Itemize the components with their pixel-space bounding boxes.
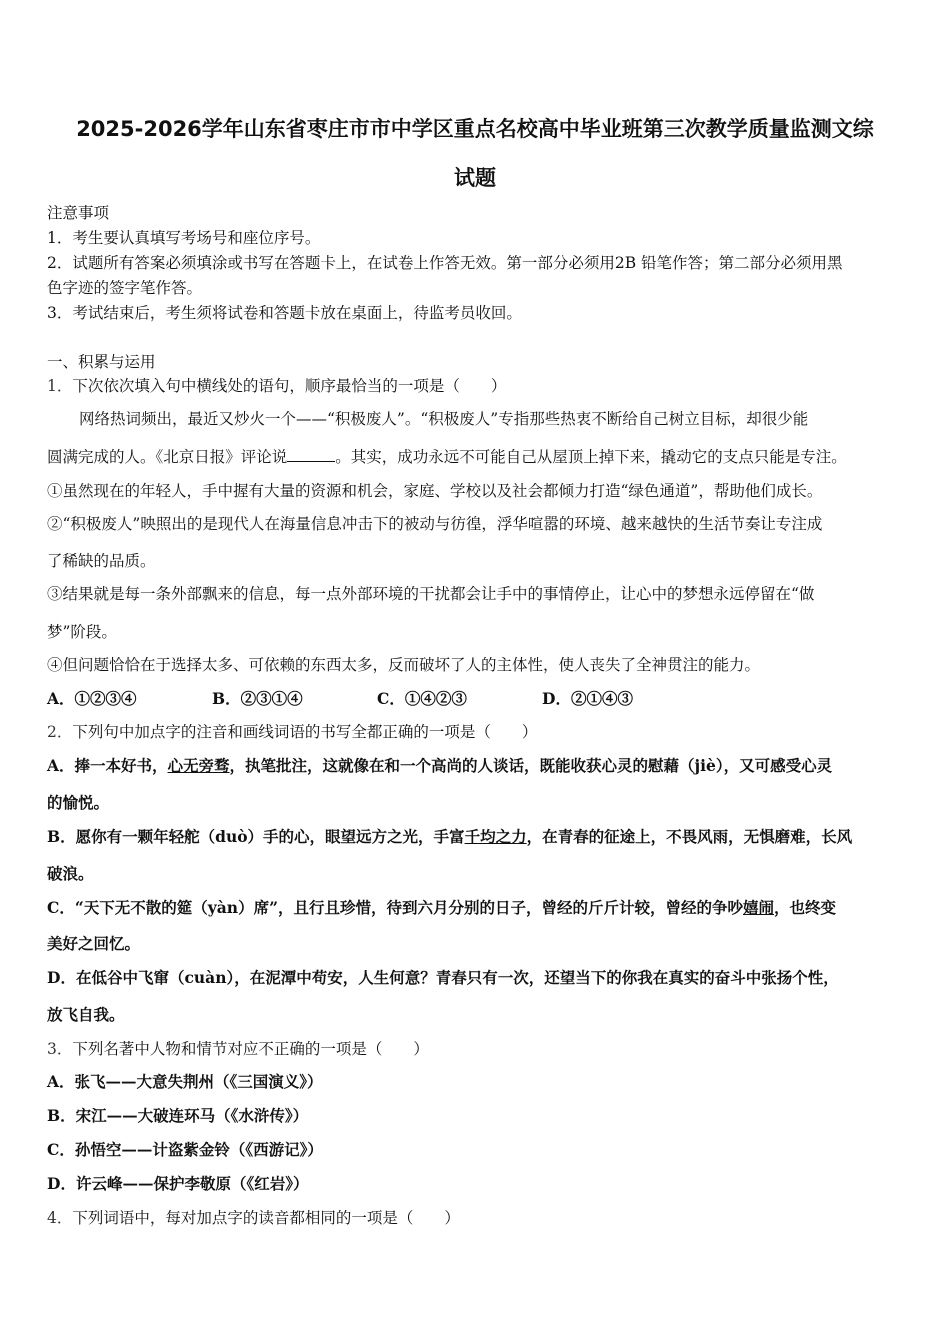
page-title-cont: 试题	[454, 166, 496, 190]
question-number: 3．	[47, 1040, 73, 1058]
option-c[interactable]: C．孙悟空——计盗紫金铃（《西游记》）	[47, 1140, 323, 1159]
option-c[interactable]: C．“天下无不散的筵（yàn）席”，且行且珍惜，待到六月分别的日子，曾经的斤斤计较，曾经的争吵嬉闹，也终变	[47, 898, 837, 917]
option-b[interactable]: B．宋江——大破连环马（《水浒传》）	[47, 1106, 309, 1125]
sentence-3: ③结果就是每一条外部飘来的信息，每一点外部环境的干扰都会让手中的事情停止，让心中的梦想永远停留在“做	[47, 585, 815, 603]
option-c[interactable]: C．①④②③	[377, 689, 467, 708]
question-1-options	[47, 689, 907, 709]
question-1-passage-cont: 圆满完成的人。《北京日报》评论说 。其实，成功永远不可能自己从屋顶上掉下来，撬动它的支点只能是专注。	[47, 448, 847, 466]
option-b[interactable]: B．②③①④	[212, 689, 303, 708]
option-a-cont: 的愉悦。	[47, 793, 110, 812]
page-title: 2025-2026学年山东省枣庄市市中学区重点名校高中毕业班第三次教学质量监测文综	[76, 117, 874, 141]
option-b[interactable]: B．愿你有一颗年轻舵（duò）手的心，眼望远方之光，手富千均之力，在青春的征途上，不畏风雨，无惧磨难，长风	[47, 827, 853, 846]
option-d[interactable]: D．许云峰——保护李敬原（《红岩》）	[47, 1174, 309, 1193]
option-d-cont: 放飞自我。	[47, 1005, 125, 1024]
section-heading: 一、积累与运用	[47, 353, 156, 371]
notice-item-1: 1．考生要认真填写考场号和座位序号。	[47, 229, 321, 247]
underlined-word: 嬉闹	[743, 898, 775, 917]
option-c-cont: 美好之回忆。	[47, 934, 141, 953]
fill-blank	[287, 447, 335, 462]
sentence-1: ①虽然现在的年轻人，手中握有大量的资源和机会，家庭、学校以及社会都倾力打造“绿色通道”，帮助他们成长。	[47, 482, 823, 500]
question-number: 1．	[47, 377, 73, 395]
underlined-word: 心无旁骛	[167, 756, 230, 775]
sentence-3-cont: 梦”阶段。	[47, 623, 117, 641]
option-b-cont: 破浪。	[47, 864, 94, 883]
question-3-stem: 3．下列名著中人物和情节对应不正确的一项是（ ）	[47, 1040, 429, 1058]
underlined-word: 千均之力	[464, 827, 527, 846]
sentence-2: ②“积极废人”映照出的是现代人在海量信息冲击下的被动与彷徨，浮华喧嚣的环境、越来越快的生活节奏让专注成	[47, 515, 823, 533]
question-1-stem: 1．下次依次填入句中横线处的语句，顺序最恰当的一项是（ ）	[47, 377, 507, 395]
question-4-stem: 4．下列词语中，每对加点字的读音都相同的一项是（ ）	[47, 1209, 460, 1227]
option-a[interactable]: A．捧一本好书，心无旁骛，执笔批注，这就像在和一个高尚的人谈话，既能收获心灵的慰藉（jiè），又可感受心灵	[47, 756, 833, 775]
notice-item-3: 3．考试结束后，考生须将试卷和答题卡放在桌面上，待监考员收回。	[47, 304, 522, 322]
option-d[interactable]: D．在低谷中飞窜（cuàn），在泥潭中苟安，人生何意？青春只有一次，还望当下的你我在真实的奋斗中张扬个性，	[47, 968, 839, 987]
question-1-passage: 网络热词频出，最近又炒火一个——“积极废人”。“积极废人”专指那些热衷不断给自己树立目标，却很少能	[79, 410, 809, 428]
option-a[interactable]: A．①②③④	[47, 689, 137, 708]
option-d[interactable]: D．②①④③	[542, 689, 633, 708]
notice-heading: 注意事项	[47, 204, 110, 222]
notice-item-2: 2．试题所有答案必须填涂或书写在答题卡上，在试卷上作答无效。第一部分必须用2B 铅笔作答；第二部分必须用黑	[47, 254, 843, 272]
notice-item-2-cont: 色字迹的签字笔作答。	[47, 279, 203, 297]
question-number: 2．	[47, 723, 73, 741]
question-2-stem: 2．下列句中加点字的注音和画线词语的书写全都正确的一项是（ ）	[47, 723, 538, 741]
sentence-4: ④但问题恰恰在于选择太多、可依赖的东西太多，反而破坏了人的主体性，使人丧失了全神贯注的能力。	[47, 656, 761, 674]
question-number: 4．	[47, 1209, 73, 1227]
option-a[interactable]: A．张飞——大意失荆州（《三国演义》）	[47, 1072, 323, 1091]
sentence-2-cont: 了稀缺的品质。	[47, 552, 156, 570]
